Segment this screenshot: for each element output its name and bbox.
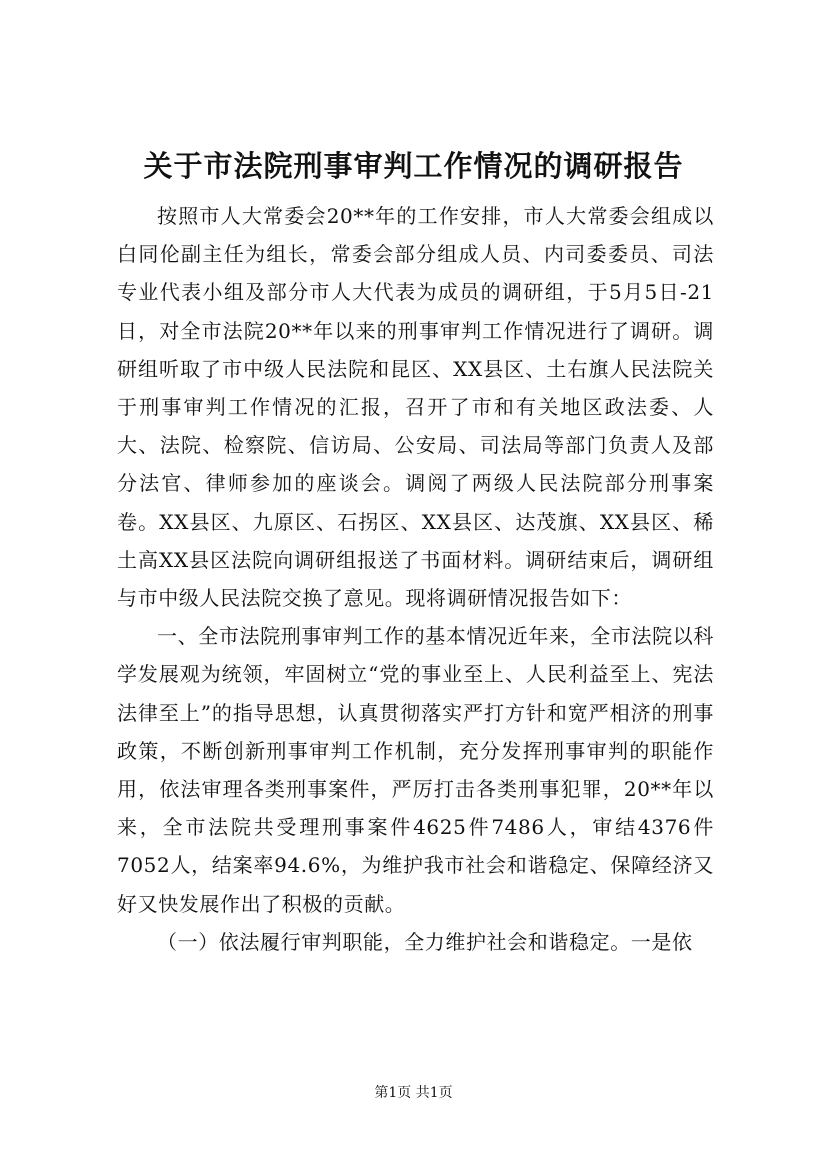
paragraph-section-one: 一、全市法院刑事审判工作的基本情况近年来，全市法院以科学发展观为统领，牢固树立“党的事业至上、人民利益至上、宪法法律至上”的指导思想，认真贯彻落实严打方针和宽严相济的刑事政策，不断创新刑事审判工作机制，充分发挥刑事审判的职能作用，依法审理各类刑事案件，严厉打击各类刑事犯罪，20**年以来，全市法院共受理刑事案件4625件7486人，审结4376件7052人，结案率94.6%，为维护我市社会和谐稳定、保障经济又好又快发展作出了积极的贡献。 bbox=[117, 624, 714, 916]
document-title: 关于市法院刑事审判工作情况的调研报告 bbox=[143, 149, 684, 183]
paragraph-subsection-one: （一）依法履行审判职能，全力维护社会和谐稳定。一是依 bbox=[157, 929, 693, 954]
page-footer: 第1页 共1页 bbox=[374, 1085, 453, 1101]
paragraph-intro: 按照市人大常委会20**年的工作安排，市人大常委会组成以白同伦副主任为组长，常委会部分组成人员、内司委委员、司法专业代表小组及部分市人大代表为成员的调研组，于5月5日-21日，对全市法院20**年以来的刑事审判工作情况进行了调研。调研组听取了市中级人民法院和昆区、XX县区、土右旗人民法院关于刑事审判工作情况的汇报，召开了市和有关地区政法委、人大、法院、检察院、信访局、公安局、司法局等部门负责人及部分法官、律师参加的座谈会。调阅了两级人民法院部分刑事案卷。XX县区、九原区、石拐区、XX县区、达茂旗、XX县区、稀土高XX县区法院向调研组报送了书面材料。调研结束后，调研组与市中级人民法院交换了意见。现将调研情况报告如下： bbox=[117, 204, 714, 611]
document-body bbox=[117, 197, 714, 961]
